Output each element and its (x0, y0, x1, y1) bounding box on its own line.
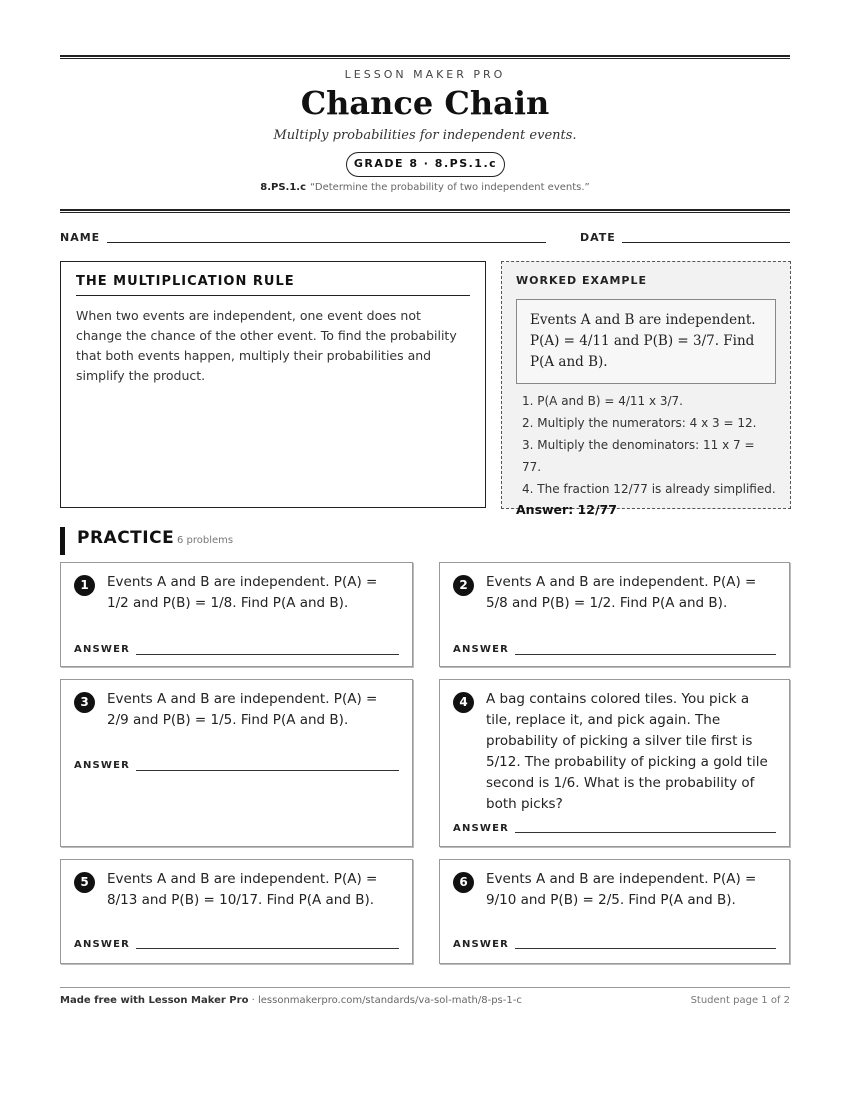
standard-code: 8.PS.1.c (260, 182, 307, 193)
example-steps (516, 390, 776, 500)
date-field[interactable] (622, 242, 790, 243)
problem-text: A bag contains colored tiles. You pick a tile, replace it, and pick again. The probability of picking a silver tile first is 5/12. The probability of picking a gold tile second is 1/6. What is the probability of both picks? (486, 691, 768, 812)
top-double-rule (60, 55, 790, 59)
answer-label: ANSWER (74, 760, 131, 771)
answer-field[interactable] (136, 948, 399, 949)
multiplication-rule-box (60, 261, 486, 508)
answer-field[interactable] (515, 948, 776, 949)
worked-example-box (501, 261, 791, 517)
date-label: DATE (580, 231, 616, 244)
example-step: 2. Multiply the numerators: 4 x 3 = 12. (522, 416, 757, 430)
grade-badge: GRADE 8 · 8.PS.1.c (346, 152, 505, 177)
problem-card-3 (60, 679, 413, 847)
standard-line (0, 182, 850, 193)
answer-field[interactable] (515, 654, 776, 655)
example-step: 1. P(A and B) = 4/11 x 3/7. (522, 394, 683, 408)
footer-page-number: Student page 1 of 2 (690, 995, 790, 1006)
problem-text: Events A and B are independent. P(A) = 2/9 and P(B) = 1/5. Find P(A and B). (107, 691, 378, 728)
answer-field[interactable] (515, 832, 776, 833)
problem-card-5 (60, 859, 413, 964)
header-bottom-double-rule (60, 209, 790, 213)
example-answer: Answer: 12/77 (516, 502, 617, 517)
example-heading: WORKED EXAMPLE (516, 274, 647, 287)
footer-rule (60, 987, 790, 988)
problem-card-6 (439, 859, 790, 964)
standard-text: “Determine the probability of two independent events.” (310, 182, 590, 193)
problem-number-badge: 6 (453, 872, 474, 893)
name-field[interactable] (107, 242, 546, 243)
problem-number-badge: 3 (74, 692, 95, 713)
name-label: NAME (60, 231, 101, 244)
answer-field[interactable] (136, 654, 399, 655)
example-step: 3. Multiply the denominators: 11 x 7 = 77. (522, 438, 755, 474)
rule-heading: THE MULTIPLICATION RULE (76, 274, 470, 296)
problem-number-badge: 5 (74, 872, 95, 893)
problem-number-badge: 2 (453, 575, 474, 596)
answer-label: ANSWER (74, 644, 131, 655)
page-subtitle: Multiply probabilities for independent events. (273, 128, 577, 143)
answer-field[interactable] (136, 770, 399, 771)
example-problem: Events A and B are independent. P(A) = 4/11 and P(B) = 3/7. Find P(A and B). (516, 299, 776, 384)
footer-credit (60, 995, 522, 1006)
page-title: Chance Chain (300, 84, 550, 122)
footer-made-with: Made free with Lesson Maker Pro (60, 995, 249, 1006)
brand-name: LESSON MAKER PRO (344, 68, 506, 81)
problem-card-4 (439, 679, 790, 847)
footer-url: · lessonmakerpro.com/standards/va-sol-math/8-ps-1-c (248, 995, 522, 1006)
answer-label: ANSWER (453, 939, 510, 950)
problem-text: Events A and B are independent. P(A) = 1/2 and P(B) = 1/8. Find P(A and B). (107, 574, 378, 611)
problem-text: Events A and B are independent. P(A) = 9/10 and P(B) = 2/5. Find P(A and B). (486, 871, 757, 908)
problem-text: Events A and B are independent. P(A) = 5/8 and P(B) = 1/2. Find P(A and B). (486, 574, 757, 611)
problem-card-1 (60, 562, 413, 667)
practice-accent-bar (60, 527, 65, 555)
answer-label: ANSWER (74, 939, 131, 950)
answer-label: ANSWER (453, 644, 510, 655)
example-step: 4. The fraction 12/77 is already simplified. (522, 482, 776, 496)
rule-body: When two events are independent, one event does not change the chance of the other event. To find the probability that both events happen, multiply their probabilities and simplify the product. (76, 308, 457, 383)
problem-text: Events A and B are independent. P(A) = 8/13 and P(B) = 10/17. Find P(A and B). (107, 871, 378, 908)
practice-title: PRACTICE (77, 528, 175, 548)
problem-number-badge: 1 (74, 575, 95, 596)
problem-card-2 (439, 562, 790, 667)
practice-count: 6 problems (177, 535, 234, 546)
answer-label: ANSWER (453, 823, 510, 834)
problem-number-badge: 4 (453, 692, 474, 713)
